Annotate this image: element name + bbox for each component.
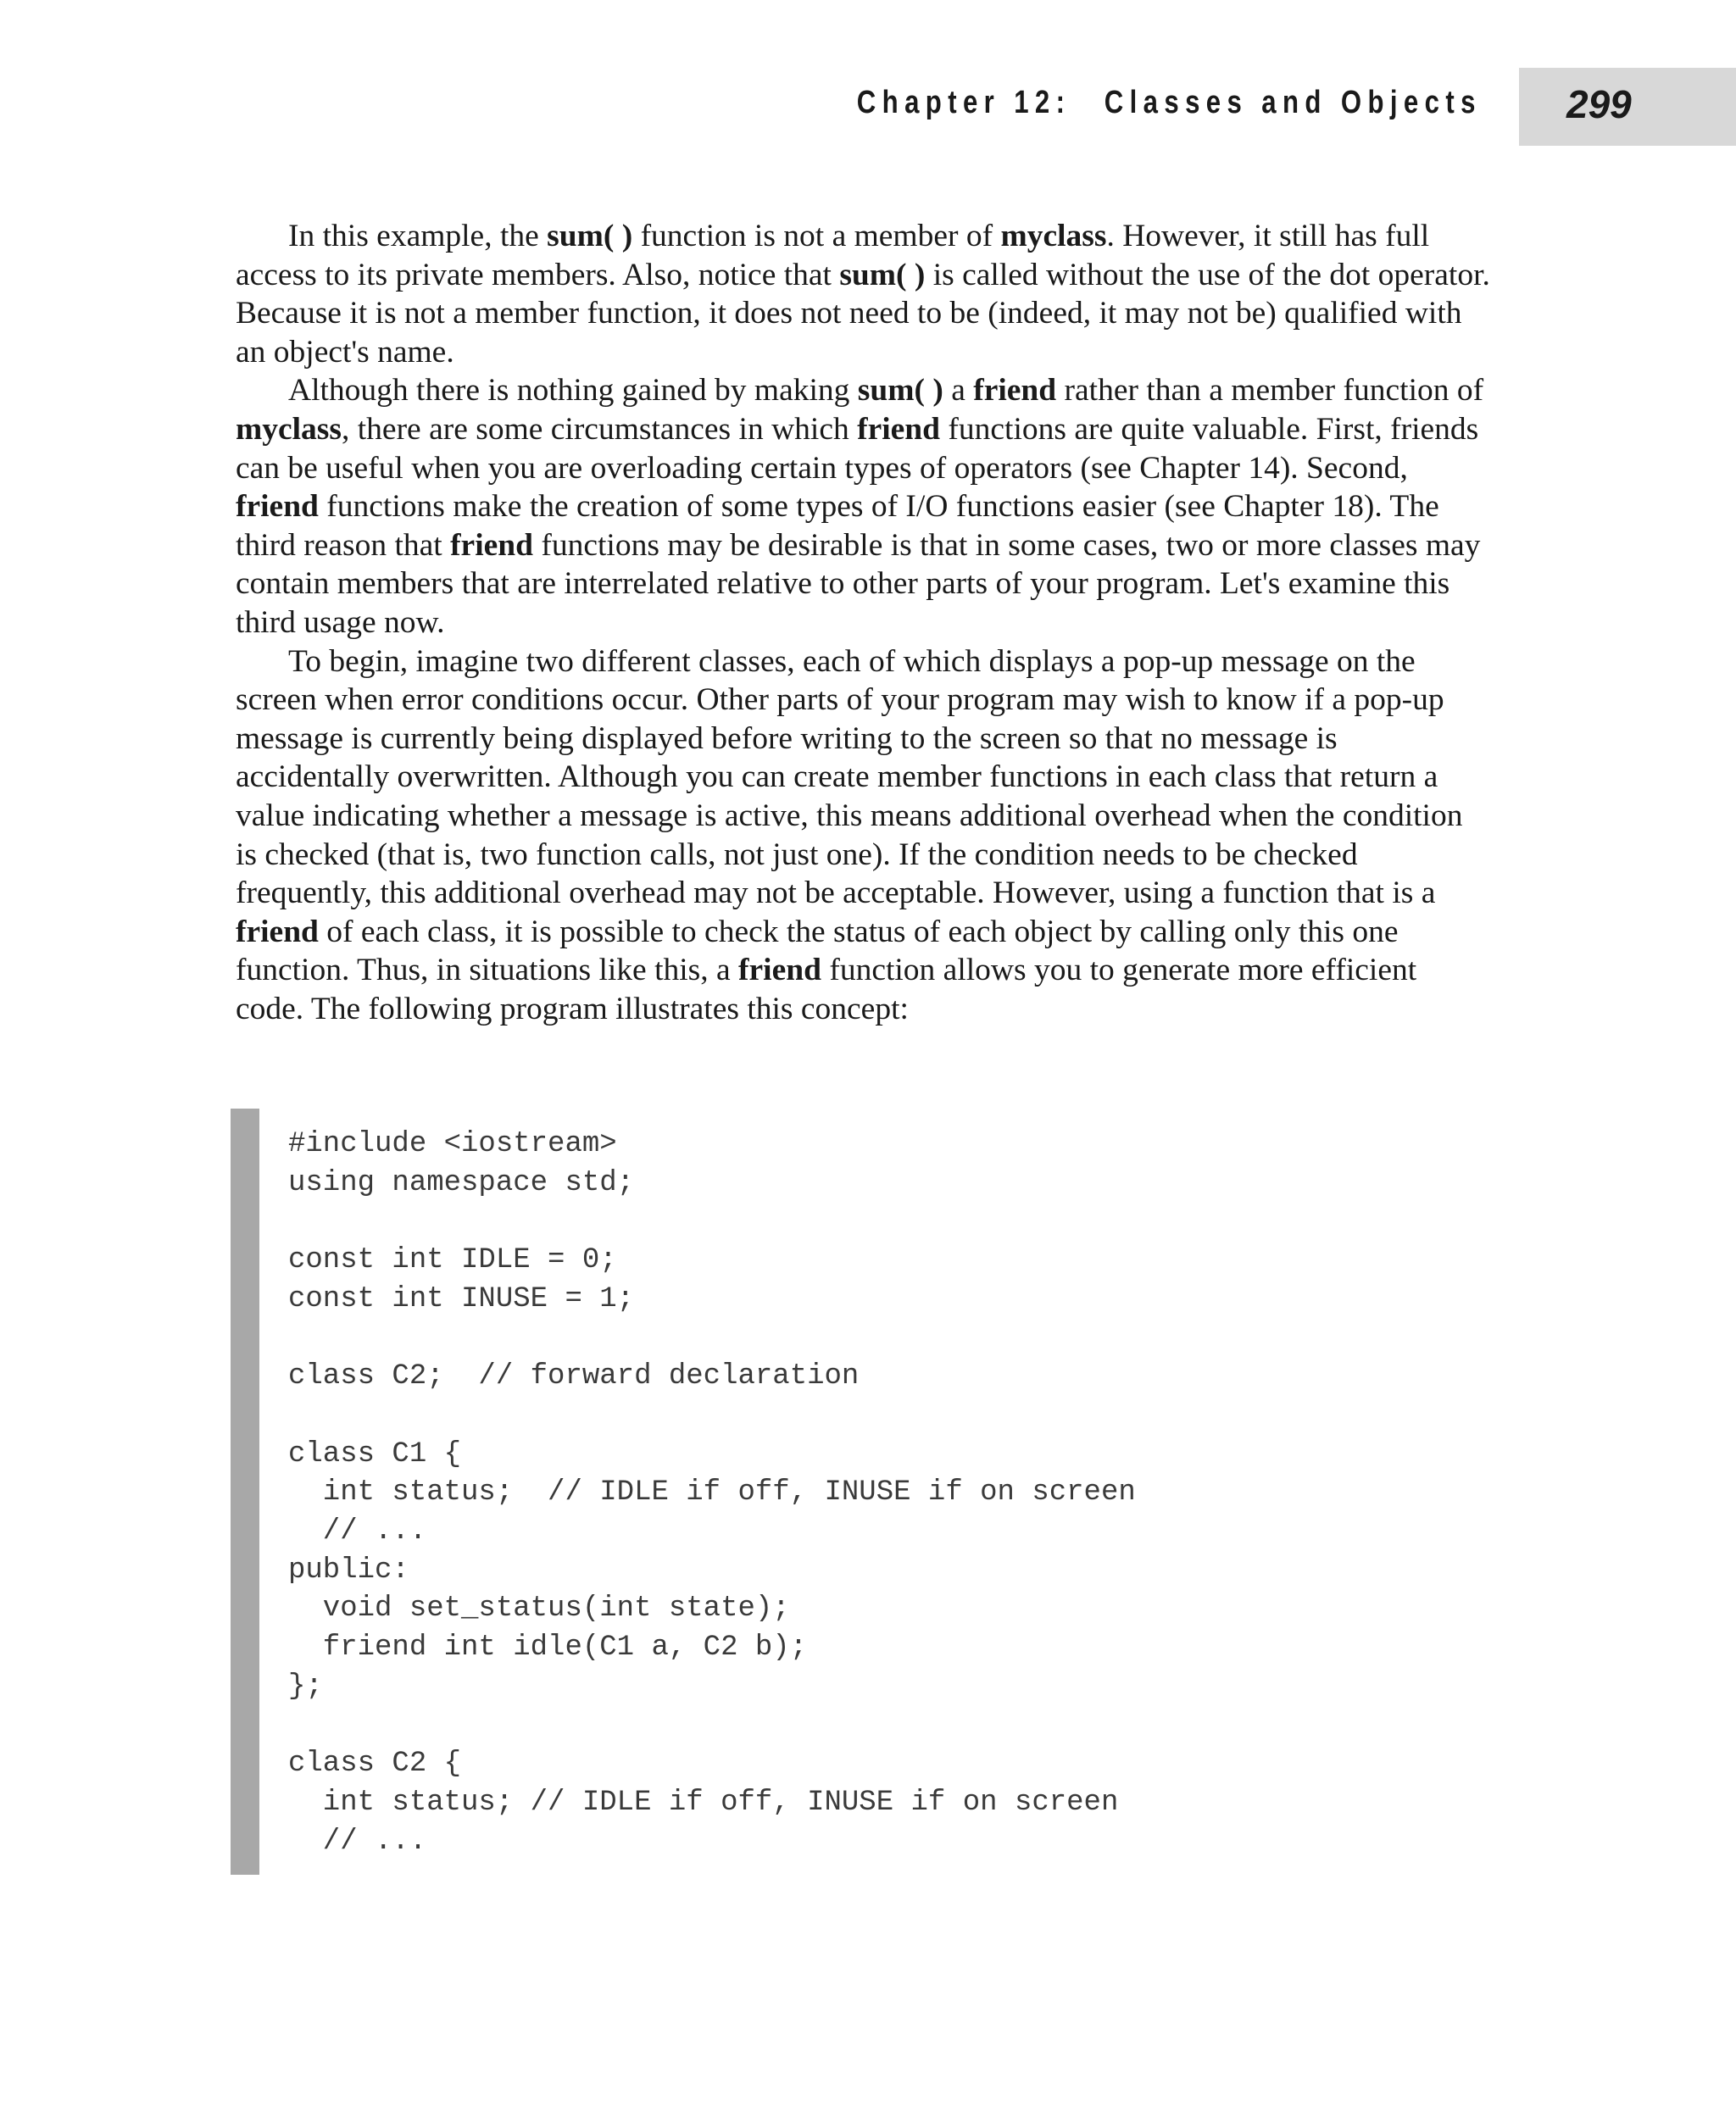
text-run: . However, it still has full access to its private members. Also, notice that (236, 219, 1430, 292)
code-line: public: (288, 1554, 409, 1587)
paragraph (236, 217, 1490, 371)
chapter-title (857, 85, 1482, 121)
chapter-label: Chapter 12: (856, 85, 1071, 120)
bold-term: friend (236, 914, 319, 949)
bold-term: friend (857, 411, 941, 447)
code-line: // ... (288, 1825, 427, 1858)
code-line: void set_status(int state); (288, 1593, 790, 1626)
paragraph (236, 371, 1490, 642)
text-run: rather than a member function of (1056, 373, 1484, 409)
text-run: In this example, the (288, 219, 548, 253)
bold-term: myclass (1000, 219, 1107, 253)
text-run: function is not a member of (632, 219, 1001, 253)
bold-term: friend (973, 373, 1057, 409)
code-line: using namespace std; (288, 1166, 635, 1199)
text-run: functions make the creation of some types of I/O functions easier (see Chapter 18). The third reason that (236, 489, 1439, 563)
chapter-name: Classes and Objects (1104, 85, 1482, 120)
code-line: #include <iostream> (288, 1128, 617, 1160)
page-number-tab (1519, 68, 1736, 146)
text-run: a (943, 373, 974, 409)
text-run: of each class, it is possible to check the status of each object by calling only this one function. Thus, in situations like this, a (236, 914, 1399, 988)
bold-term: myclass (236, 411, 342, 447)
code-line: class C2; // forward declaration (288, 1360, 860, 1393)
bold-term: sum( ) (839, 257, 926, 292)
bold-term: sum( ) (857, 373, 943, 409)
running-head (0, 68, 1736, 146)
text-run: is called without the use of the dot operator. Because it is not a member function, it does not need to be (indeed, it may not be) qualified with an object's name. (236, 257, 1490, 370)
code-line: }; (288, 1670, 323, 1703)
code-line (288, 1707, 1136, 1746)
code-line: friend int idle(C1 a, C2 b); (288, 1632, 808, 1665)
page-number: 299 (1566, 82, 1632, 126)
paragraph (236, 642, 1490, 1029)
code-line: int status; // IDLE if off, INUSE if on screen (288, 1476, 1136, 1509)
bold-term: sum( ) (547, 219, 633, 253)
bold-term: friend (738, 953, 821, 988)
code-line (288, 1203, 1136, 1242)
code-margin-bar (231, 1109, 259, 1875)
code-line: const int INUSE = 1; (288, 1282, 635, 1315)
text-run: function allows you to generate more efficient code. The following program illustrates this concept: (236, 953, 1417, 1026)
code-line: // ... (288, 1515, 427, 1548)
code-text (288, 1126, 1136, 1861)
code-line (288, 1320, 1136, 1359)
bold-term: friend (450, 527, 533, 563)
code-listing (231, 1109, 1502, 1875)
text-run: Although there is nothing gained by making (288, 373, 858, 409)
code-line: const int IDLE = 0; (288, 1244, 617, 1277)
body-text (236, 217, 1490, 1028)
code-line (288, 1397, 1136, 1436)
text-run: To begin, imagine two different classes, each of which displays a pop-up message on the screen when error conditions occur. Other parts of your program may wish to know if a pop-up message is currently being displayed before writing to the screen so that no message is accidentally overwritten. Although you can create member functions in each class that return a value indicating whether a message is active, this means additional overhead when the condition is checked (that is, two function calls, not just one). If the condition needs to be checked frequently, this additional overhead may not be acceptable. However, using a function that is a (236, 643, 1463, 911)
code-line: int status; // IDLE if off, INUSE if on screen (288, 1786, 1119, 1819)
text-run: , there are some circumstances in which (342, 411, 858, 447)
code-line: class C2 { (288, 1748, 462, 1781)
text-run: functions may be desirable is that in some cases, two or more classes may contain members that are interrelated relative to other parts of your program. Let's examine this third usage now. (236, 527, 1481, 640)
code-line: class C1 { (288, 1437, 462, 1470)
bold-term: friend (236, 489, 319, 525)
text-run: functions are quite valuable. First, friends can be useful when you are overloading certain types of operators (see Chapter 14). Second, (236, 411, 1479, 486)
